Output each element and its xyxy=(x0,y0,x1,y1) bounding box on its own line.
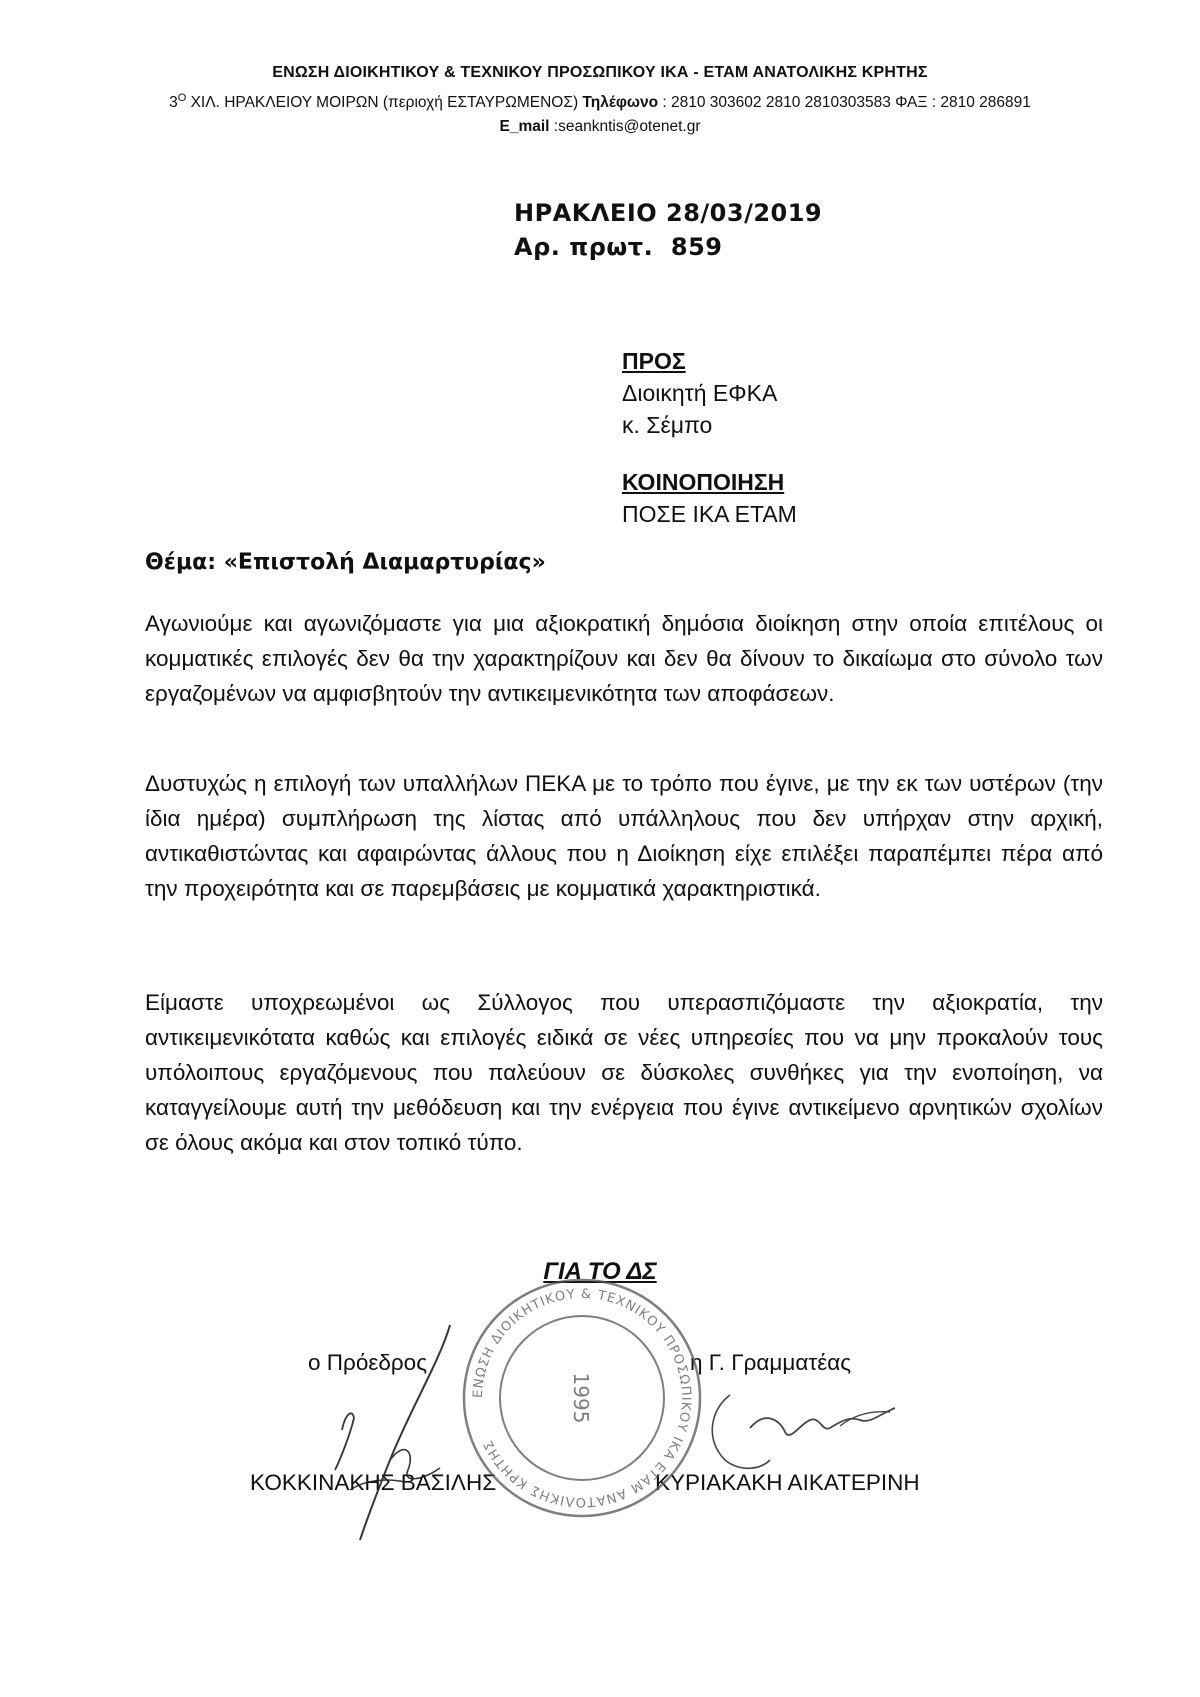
subject-line: Θέμα: «Επιστολή Διαμαρτυρίας» xyxy=(145,550,546,575)
address-superscript: Ο xyxy=(177,92,187,104)
date-line: ΗΡΑΚΛΕΙΟ 28/03/2019 xyxy=(514,199,823,227)
cc-block xyxy=(622,466,797,530)
address-text: ΧΙΛ. ΗΡΑΚΛΕΙΟΥ ΜΟΙΡΩΝ (περιοχή ΕΣΤΑΥΡΩΜΕΝΟΣ) xyxy=(186,94,583,112)
phone-label: Τηλέφωνο xyxy=(582,94,659,112)
address-number: 3 xyxy=(169,94,178,112)
president-name: ΚΟΚΚΙΝΑΚΗΣ ΒΑΣΙΛΗΣ xyxy=(250,1470,497,1495)
organization-name: ΕΝΩΣΗ ΔΙΟΙΚΗΤΙΚΟΥ & ΤΕΧΝΙΚΟΥ ΠΡΟΣΩΠΙΚΟΥ ΙΚΑ - ΕΤΑΜ ΑΝΑΤΟΛΙΚΗΣ ΚΡΗΤΗΣ xyxy=(272,64,928,81)
organization-address xyxy=(0,92,1200,112)
official-stamp-icon xyxy=(452,1268,712,1528)
president-role: ο Πρόεδρος xyxy=(308,1350,428,1375)
protocol-line: Αρ. πρωτ. 859 xyxy=(514,233,723,261)
recipient-line: κ. Σέμπο xyxy=(622,412,713,438)
cc-title: ΚΟΙΝΟΠΟΙΗΣΗ xyxy=(622,469,785,495)
organization-email xyxy=(0,118,1200,136)
email-value: :seankntis@otenet.gr xyxy=(549,118,701,135)
cc-line: ΠΟΣΕ ΙΚΑ ΕΤΑΜ xyxy=(622,501,797,527)
recipient-block xyxy=(622,345,777,441)
signature-heading: ΓΙΑ ΤΟ ΔΣ xyxy=(543,1258,657,1285)
body-paragraph: Αγωνιούμε και αγωνιζόμαστε για μια αξιοκρατική δημόσια διοίκηση στην οποία επιτέλους οι κομματικές επιλογές δεν θα την χαρακτηρίζουν και δεν θα δίνουν το δικαίωμα στο σύνολο των εργαζομένων να αμφισβητούν την αντικειμενικότητα των αποφάσεων. xyxy=(145,611,1103,706)
body-paragraph: Δυστυχώς η επιλογή των υπαλλήλων ΠΕΚΑ με το τρόπο που έγινε, με την εκ των υστέρων (την ίδια ημέρα) συμπλήρωση της λίστας από υπάλληλους που δεν υπήρχαν στην αρχική, αντικαθιστώντας και αφαιρώντας άλλους που η Διοίκηση είχε επιλέξει παραπέμπει πέρα από την προχειρότητα και σε παρεμβάσεις με κομματικά χαρακτηριστικά. xyxy=(145,771,1103,901)
president-signature-icon xyxy=(290,1320,490,1550)
recipient-line: Διοικητή ΕΦΚΑ xyxy=(622,380,778,406)
secretary-role: η Γ. Γραμματέας xyxy=(690,1350,852,1375)
date-protocol-block xyxy=(514,196,822,264)
secretary-signature-icon xyxy=(690,1380,920,1490)
email-label: E_mail xyxy=(499,118,550,135)
secretary-name: ΚΥΡΙΑΚΑΚΗ ΑΙΚΑΤΕΡΙΝΗ xyxy=(655,1470,920,1495)
stamp-ring-text: ΕΝΩΣΗ ΔΙΟΙΚΗΤΙΚΟΥ & ΤΕΧΝΙΚΟΥ ΠΡΟΣΩΠΙΚΟΥ ΙΚΑ ΕΤΑΜ ΑΝΑΤΟΛΙΚΗΣ ΚΡΗΤΗΣ xyxy=(470,1286,694,1510)
phone-values: : 2810 303602 2810 2810303583 ΦΑΞ : 2810 286891 xyxy=(658,94,1031,112)
stamp-center-text: 1995 xyxy=(569,1372,593,1424)
body-paragraph: Είμαστε υποχρεωμένοι ως Σύλλογος που υπερασπιζόμαστε την αξιοκρατία, την αντικειμενικότατα καθώς και επιλογές ειδικά σε νέες υπηρεσίες που να μην προκαλούν τους υπόλοιπους εργαζόμενους που παλεύουν σε δύσκολες συνθήκες για την ενοποίηση, να καταγγείλουμε αυτή την μεθόδευση και την ενέργεια που έγινε αντικείμενο αρνητικών σχολίων σε όλους ακόμα και στον τοπικό τύπο. xyxy=(145,990,1103,1155)
recipient-title: ΠΡΟΣ xyxy=(622,348,686,374)
